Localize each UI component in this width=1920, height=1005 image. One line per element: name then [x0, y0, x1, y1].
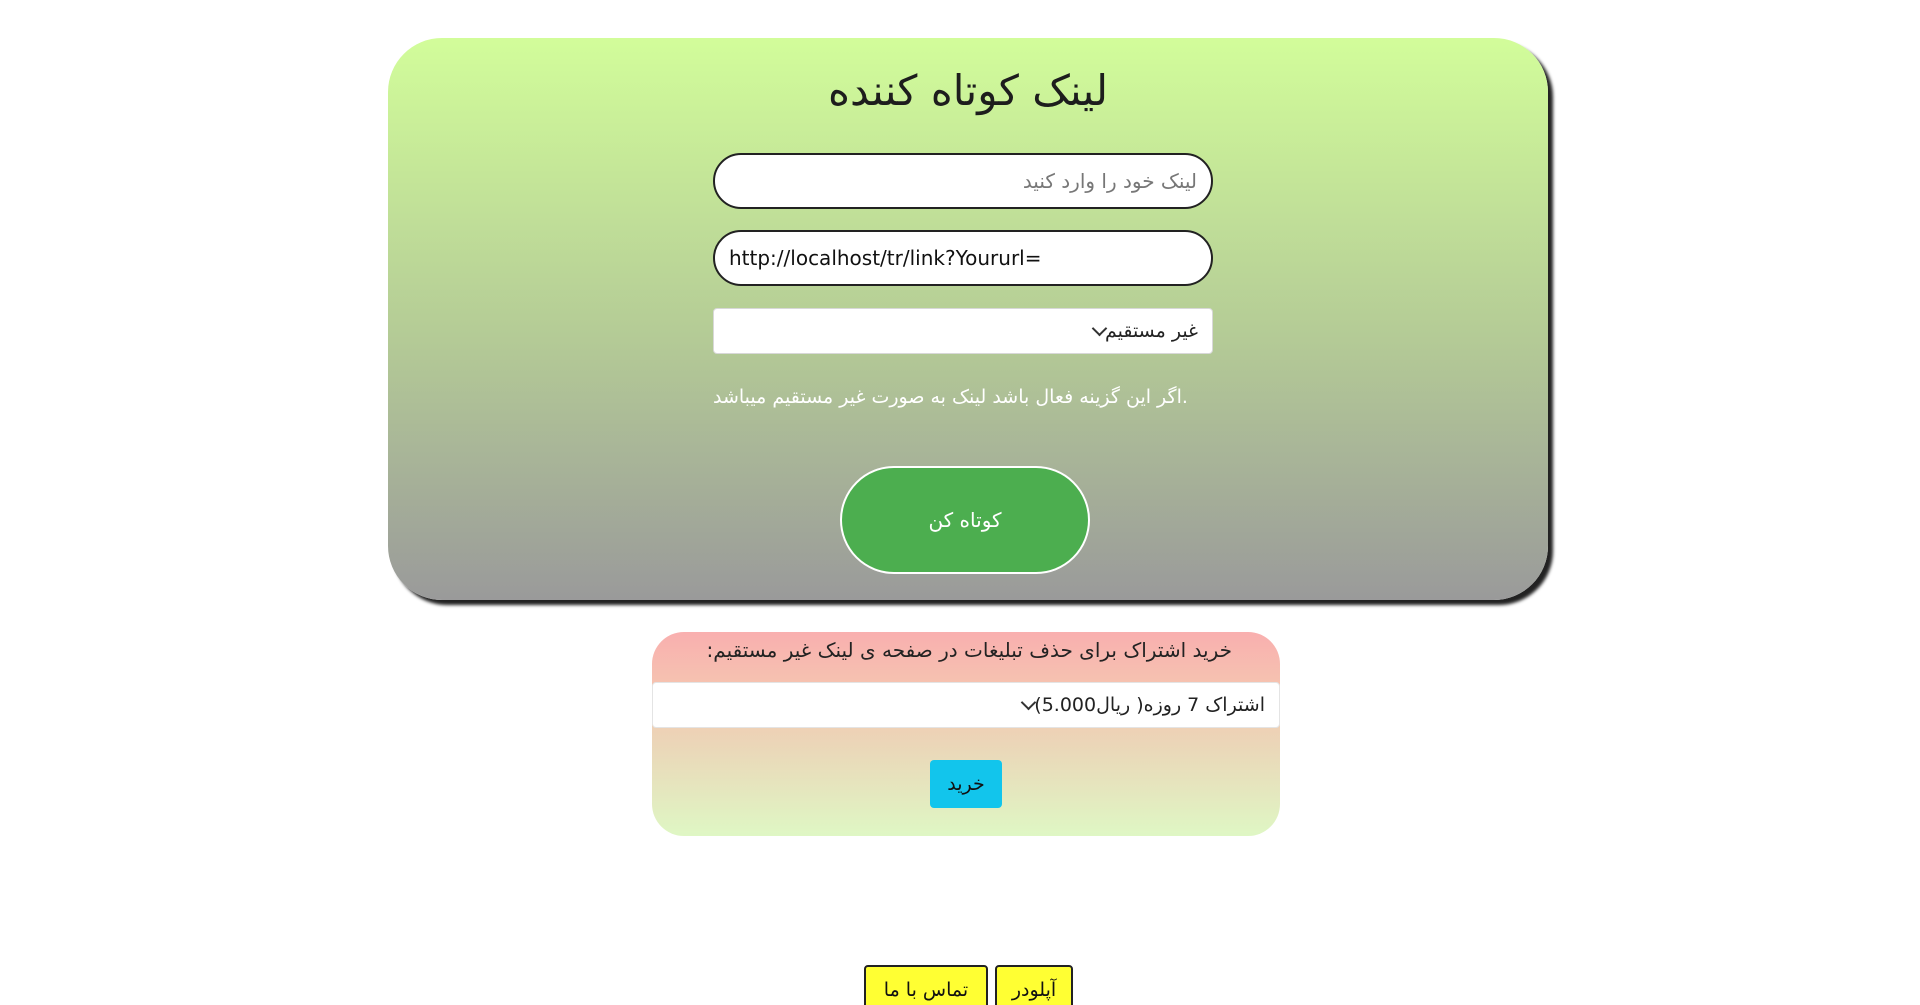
- link-input[interactable]: [713, 153, 1213, 209]
- subscription-panel: [652, 632, 1280, 836]
- contact-us-button[interactable]: تماس با ما: [864, 965, 988, 1005]
- page-title: لینک کوتاه کننده: [827, 66, 1108, 115]
- buy-button[interactable]: خرید: [930, 760, 1002, 808]
- link-mode-select[interactable]: [713, 308, 1213, 354]
- subscription-title: خرید اشتراک برای حذف تبلیغات در صفحه ی لینک غیر مستقیم:: [706, 638, 1232, 662]
- subscription-plan-select[interactable]: [652, 682, 1280, 728]
- link-mode-select-value: غیر مستقیم: [1104, 320, 1198, 342]
- mode-hint-text: .اگر این گزینه فعال باشد لینک به صورت غیر مستقیم میباشد: [713, 386, 1188, 408]
- base-url-field[interactable]: [713, 230, 1213, 286]
- uploader-button[interactable]: آپلودر: [995, 965, 1073, 1005]
- shortener-card: [388, 38, 1548, 600]
- shorten-button[interactable]: کوتاه کن: [840, 466, 1090, 574]
- subscription-plan-value: اشتراک 7 روزه( ریال5.000): [1034, 694, 1265, 716]
